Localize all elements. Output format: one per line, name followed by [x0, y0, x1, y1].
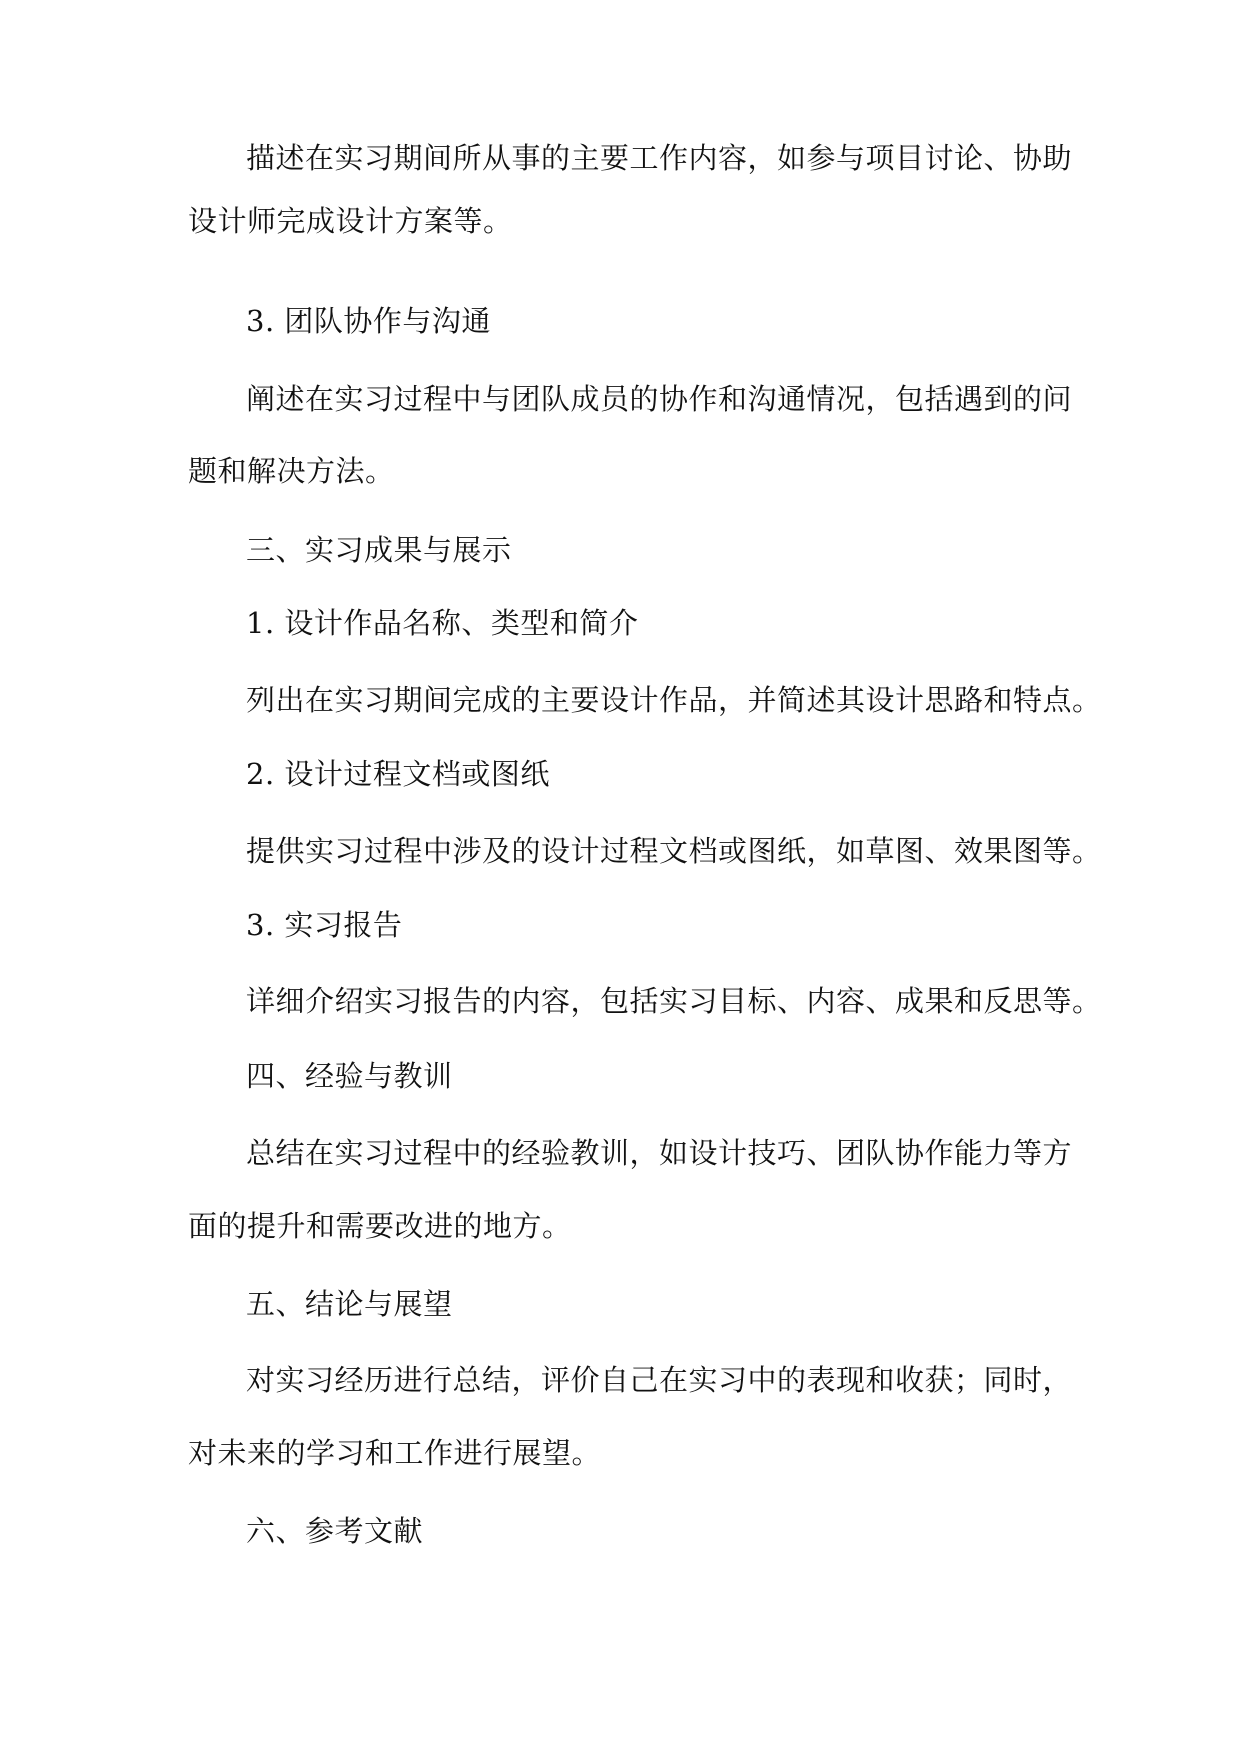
section-heading: 六、参考文献: [246, 1514, 424, 1548]
subheading: 3. 团队协作与沟通: [246, 304, 491, 338]
paragraph-line: 面的提升和需要改进的地方。: [188, 1209, 572, 1243]
paragraph-line: 对未来的学习和工作进行展望。: [188, 1436, 602, 1470]
paragraph-line: 对实习经历进行总结，评价自己在实习中的表现和收获；同时，: [246, 1363, 1073, 1397]
paragraph-line: 列出在实习期间完成的主要设计作品，并简述其设计思路和特点。: [246, 683, 1102, 717]
paragraph-line: 详细介绍实习报告的内容，包括实习目标、内容、成果和反思等。: [246, 984, 1102, 1018]
paragraph-line: 设计师完成设计方案等。: [188, 204, 513, 238]
subheading: 1. 设计作品名称、类型和简介: [246, 606, 639, 640]
section-heading: 五、结论与展望: [246, 1287, 453, 1321]
section-heading: 三、实习成果与展示: [246, 533, 512, 567]
paragraph-line: 阐述在实习过程中与团队成员的协作和沟通情况，包括遇到的问: [246, 382, 1073, 416]
subheading: 3. 实习报告: [246, 908, 403, 942]
paragraph-line: 描述在实习期间所从事的主要工作内容，如参与项目讨论、协助: [246, 141, 1073, 175]
section-heading: 四、经验与教训: [246, 1059, 453, 1093]
paragraph-line: 总结在实习过程中的经验教训，如设计技巧、团队协作能力等方: [246, 1136, 1073, 1170]
subheading: 2. 设计过程文档或图纸: [246, 757, 550, 791]
paragraph-line: 题和解决方法。: [188, 454, 395, 488]
paragraph-line: 提供实习过程中涉及的设计过程文档或图纸，如草图、效果图等。: [246, 834, 1102, 868]
